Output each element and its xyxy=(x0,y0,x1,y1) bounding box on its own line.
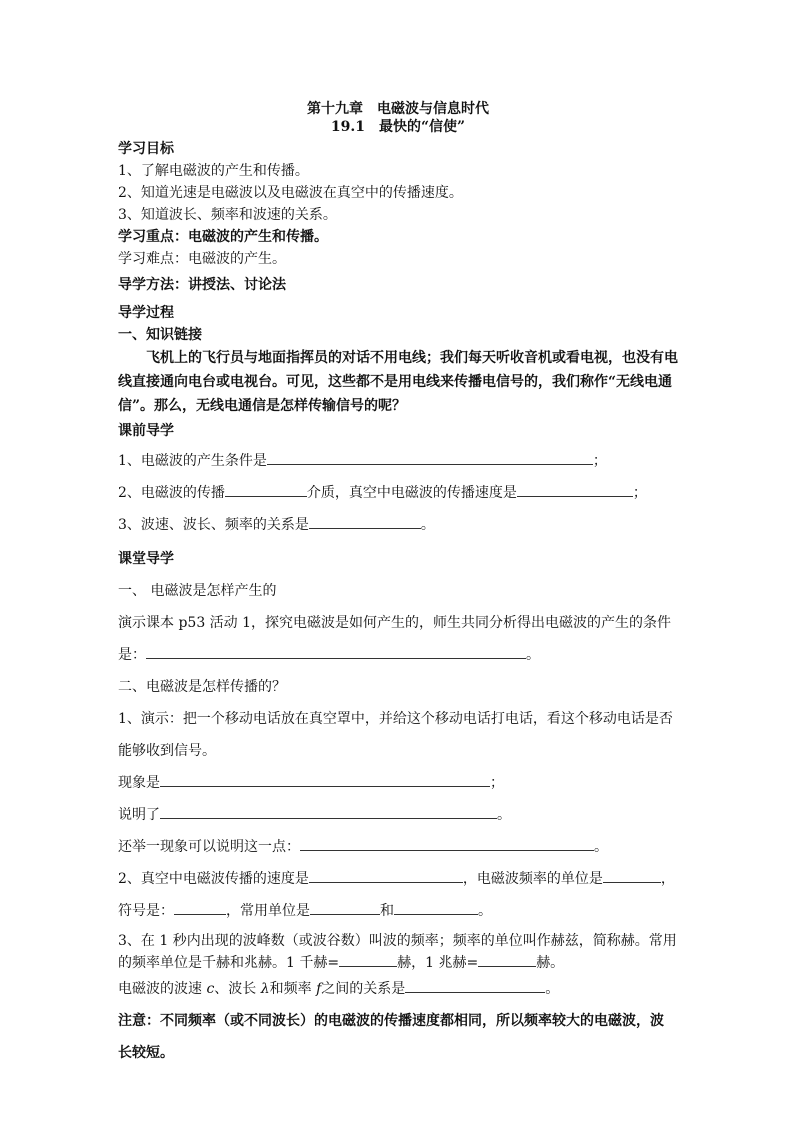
q2-medium-blank[interactable] xyxy=(225,482,307,497)
explains-blank[interactable] xyxy=(160,804,497,819)
inclass-heading: 课堂导学 xyxy=(118,551,174,567)
difficulty: 学习难点：电磁波的产生。 xyxy=(118,251,286,267)
section-title: 19.1 最快的“信使” xyxy=(330,119,466,135)
q2-speed-blank[interactable] xyxy=(517,482,633,497)
q1-label: 1、电磁波的产生条件是 xyxy=(118,453,267,469)
speed-symbol: c xyxy=(206,981,215,997)
demo1-line2: 是： 。 xyxy=(118,644,678,666)
key-point: 学习重点：电磁波的产生和传播。 xyxy=(118,229,328,245)
another-example-blank[interactable] xyxy=(300,836,594,851)
mhz-blank[interactable] xyxy=(478,952,536,967)
relation-line: 电磁波的波速 c、波长 λ和频率 f之间的关系是 。 xyxy=(118,978,678,1000)
preclass-q1: 1、电磁波的产生条件是 ； xyxy=(118,450,678,472)
phenomenon-blank[interactable] xyxy=(160,772,490,787)
q3-relation-blank[interactable] xyxy=(309,514,421,529)
section-2-heading: 二、电磁波是怎样传播的？ xyxy=(118,679,286,695)
relation-blank[interactable] xyxy=(405,978,545,993)
objective-item-2: 2、知道光速是电磁波以及电磁波在真空中的传播速度。 xyxy=(118,185,463,201)
q1-answer-blank[interactable] xyxy=(267,450,593,465)
objectives-heading: 学习目标 xyxy=(118,141,174,157)
generation-condition-blank[interactable] xyxy=(146,644,526,659)
frequency-unit-blank[interactable] xyxy=(603,868,661,883)
demo1-line1: 演示课本 p53 活动 1，探究电磁波是如何产生的，师生共同分析得出电磁波的产生的条件 xyxy=(118,615,672,631)
speed-question-line: 2、真空中电磁波传播的速度是 ，电磁波频率的单位是 ， xyxy=(118,868,678,890)
objective-item-3: 3、知道波长、频率和波速的关系。 xyxy=(118,207,337,223)
note-line1: 注意：不同频率（或不同波长）的电磁波的传播速度都相同，所以频率较大的电磁波，波 xyxy=(118,1013,664,1029)
method: 导学方法：讲授法、讨论法 xyxy=(118,277,286,293)
frequency-symbol: f xyxy=(316,981,322,997)
symbol-line: 符号是： ，常用单位是 和 。 xyxy=(118,900,678,922)
process-heading: 导学过程 xyxy=(118,305,174,321)
common-unit-blank-1[interactable] xyxy=(310,900,380,915)
demo2-line1: 1、演示：把一个移动电话放在真空罩中，并给这个移动电话打电话，看这个移动电话是否 xyxy=(118,711,673,727)
knowledge-link-heading: 一、知识链接 xyxy=(118,327,202,343)
objective-item-1: 1、了解电磁波的产生和传播。 xyxy=(118,163,309,179)
frequency-def-line2: 的频率单位是千赫和兆赫。1 千赫= 赫，1 兆赫= 赫。 xyxy=(118,952,678,974)
preclass-q3: 3、波速、波长、频率的关系是 。 xyxy=(118,514,678,536)
common-unit-blank-2[interactable] xyxy=(394,900,478,915)
vacuum-speed-blank[interactable] xyxy=(309,868,463,883)
another-example-line: 还举一现象可以说明这一点： 。 xyxy=(118,836,678,858)
demo2-line2: 能够收到信号。 xyxy=(118,743,216,759)
explains-line: 说明了 。 xyxy=(118,804,678,826)
preclass-heading: 课前导学 xyxy=(118,423,174,439)
khz-blank[interactable] xyxy=(339,952,397,967)
knowledge-link-text: 飞机上的飞行员与地面指挥员的对话不用电线；我们每天听收音机或看电视，也没有电线直接通向电台或电视台。可见，这些都不是用电线来传播电信号的，我们称作“无线电通信”。那么，无线电通信是怎样传输信号的呢？ xyxy=(118,350,678,414)
symbol-blank[interactable] xyxy=(174,900,226,915)
frequency-def-line1: 3、在 1 秒内出现的波峰数（或波谷数）叫波的频率；频率的单位叫作赫兹，简称赫。常用 xyxy=(118,933,677,949)
phenomenon-line: 现象是 ； xyxy=(118,772,678,794)
preclass-q2: 2、电磁波的传播 介质，真空中电磁波的传播速度是 ； xyxy=(118,482,678,504)
wavelength-symbol: λ xyxy=(260,981,270,997)
section-1-heading: 一、 电磁波是怎样产生的 xyxy=(118,583,277,599)
worksheet-page xyxy=(118,100,678,1064)
note-line2: 长较短。 xyxy=(118,1045,174,1061)
chapter-title: 第十九章 电磁波与信息时代 xyxy=(307,101,489,117)
